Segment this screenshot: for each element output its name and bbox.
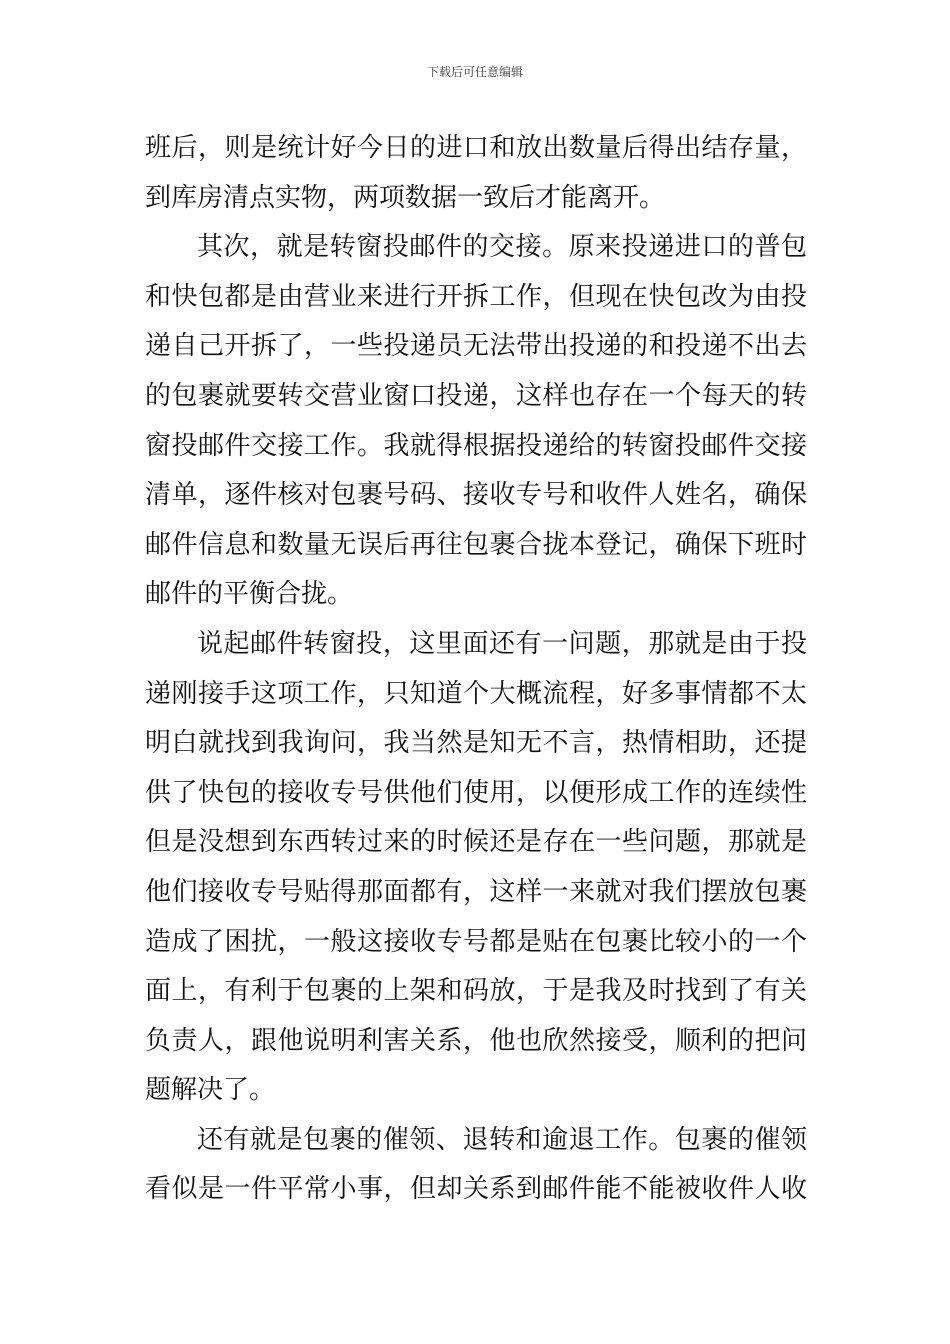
text-line: 邮件信息和数量无误后再往包裹合拢本登记，确保下班时 xyxy=(145,529,807,560)
text-line: 供了快包的接收专号供他们使用，以便形成工作的连续性 xyxy=(145,777,807,808)
document-body xyxy=(145,124,807,1215)
paragraph xyxy=(145,620,807,1116)
text-line: 递刚接手这项工作，只知道个大概流程，好多事情都不太 xyxy=(145,678,807,709)
text-line: 清单，逐件核对包裹号码、接收专号和收件人姓名，确保 xyxy=(145,480,807,511)
text-line: 其次，就是转窗投邮件的交接。原来投递进口的普包 xyxy=(197,232,807,263)
text-line: 负责人，跟他说明利害关系，他也欣然接受，顺利的把问 xyxy=(145,1025,807,1056)
text-line: 但是没想到东西转过来的时候还是存在一些问题，那就是 xyxy=(145,827,807,858)
text-line: 他们接收专号贴得那面都有，这样一来就对我们摆放包裹 xyxy=(145,876,807,907)
text-line: 邮件的平衡合拢。 xyxy=(145,579,354,610)
paragraph xyxy=(145,1116,807,1215)
page-header: 下载后可任意编辑 xyxy=(426,65,523,79)
paragraph xyxy=(145,223,807,620)
text-line: 看似是一件平常小事，但却关系到邮件能不能被收件人收 xyxy=(145,1174,807,1205)
text-line: 窗投邮件交接工作。我就得根据投递给的转窗投邮件交接 xyxy=(145,430,807,461)
text-line: 班后，则是统计好今日的进口和放出数量后得出结存量， xyxy=(145,133,807,163)
text-line: 明白就找到我询问，我当然是知无不言，热情相助，还提 xyxy=(145,728,807,759)
paragraph xyxy=(145,124,807,223)
text-line: 说起邮件转窗投，这里面还有一问题，那就是由于投 xyxy=(197,628,807,659)
text-line: 递自己开拆了，一些投递员无法带出投递的和投递不出去 xyxy=(145,331,807,362)
text-line: 题解决了。 xyxy=(145,1075,276,1106)
text-line: 和快包都是由营业来进行开拆工作，但现在快包改为由投 xyxy=(145,281,807,312)
text-line: 的包裹就要转交营业窗口投递，这样也存在一个每天的转 xyxy=(145,380,807,411)
text-line: 造成了困扰，一般这接收专号都是贴在包裹比较小的一个 xyxy=(145,926,807,957)
text-line: 到库房清点实物，两项数据一致后才能离开。 xyxy=(145,182,666,213)
text-line: 还有就是包裹的催领、退转和逾退工作。包裹的催领 xyxy=(197,1124,807,1155)
text-line: 面上，有利于包裹的上架和码放，于是我及时找到了有关 xyxy=(145,976,807,1007)
